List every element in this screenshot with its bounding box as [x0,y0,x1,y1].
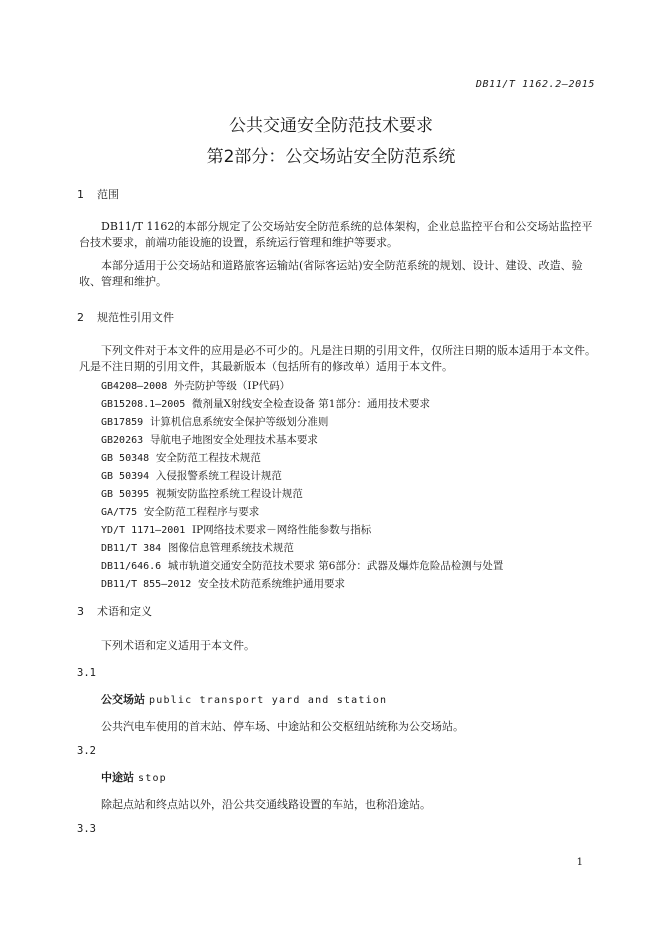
reference-item [101,469,282,484]
reference-code: GB15208.1—2005 [101,399,186,410]
reference-title: IP网络技术要求－网络性能参数与指标 [191,524,372,536]
terms-intro: 下列术语和定义适用于本文件。 [101,639,255,652]
page-number: 1 [576,857,583,868]
reference-item [101,415,328,430]
section-number: 2 [77,311,84,324]
reference-code: DB11/646.6 [101,561,162,572]
term-number: 3.2 [77,745,96,757]
term-chinese: 公交场站 [101,693,145,706]
reference-code: DB11/T 855—2012 [101,579,192,590]
section-heading-2 [77,309,174,325]
reference-item [101,577,345,592]
section-heading-3 [77,603,152,619]
term-chinese: 中途站 [101,771,134,784]
section-title: 术语和定义 [97,605,152,618]
term-number: 3.3 [77,823,96,835]
reference-item [101,433,318,448]
reference-code: GA/T75 [101,507,138,518]
reference-code: YD/T 1171—2001 [101,525,186,536]
reference-code: GB 50394 [101,471,150,482]
reference-item [101,397,430,412]
reference-item [101,487,303,502]
scope-paragraph-1: DB11/T 1162的本部分规定了公交场站安全防范系统的总体架构，企业总监控平台和公交场站监控平台技术要求，前端功能设施的设置，系统运行管理和维护等要求。 [79,220,593,249]
reference-title: 视频安防监控系统工程设计规范 [155,488,303,500]
reference-code: DB11/T 384 [101,543,162,554]
term-entry [101,691,387,707]
reference-item [101,505,259,520]
reference-code: GB 50395 [101,489,150,500]
reference-item [101,559,503,574]
reference-title: 安全技术防范系统维护通用要求 [198,578,345,590]
section-number: 3 [77,605,84,618]
section-heading-1 [77,186,119,202]
reference-title: 外壳防护等级（IP代码） [173,380,291,392]
reference-item [101,379,290,394]
reference-item [101,541,294,556]
reference-code: GB 50348 [101,453,150,464]
section-title: 规范性引用文件 [97,311,174,324]
reference-title: 城市轨道交通安全防范技术要求 第6部分：武器及爆炸危险品检测与处置 [167,560,504,572]
reference-code: GB17859 [101,417,144,428]
term-definition: 除起点站和终点站以外，沿公共交通线路设置的车站，也称沿途站。 [101,798,431,811]
reference-title: 入侵报警系统工程设计规范 [155,470,282,482]
reference-title: 导航电子地图安全处理技术基本要求 [149,434,318,446]
reference-code: GB4208—2008 [101,381,168,392]
term-entry [101,769,167,785]
reference-title: 计算机信息系统安全保护等级划分准则 [149,416,329,428]
term-english: stop [138,773,167,784]
reference-item [101,523,371,538]
reference-title: 图像信息管理系统技术规范 [167,542,294,554]
reference-code: GB20263 [101,435,144,446]
section-title: 范围 [97,188,119,201]
document-subtitle: 第2部分：公交场站安全防范系统 [206,147,456,167]
section-number: 1 [77,188,84,201]
document-title: 公共交通安全防范技术要求 [229,116,433,136]
scope-paragraph-2: 本部分适用于公交场站和道路旅客运输站(省际客运站)安全防范系统的规划、设计、建设、改造、验收、管理和维护。 [79,259,583,288]
reference-title: 安全防范工程技术规范 [155,452,261,464]
term-definition: 公共汽电车使用的首末站、停车场、中途站和公交枢纽站统称为公交场站。 [101,720,464,733]
reference-title: 安全防范工程程序与要求 [143,506,260,518]
references-intro: 下列文件对于本文件的应用是必不可少的。凡是注日期的引用文件，仅所注日期的版本适用于本文件。凡是不注日期的引用文件，其最新版本（包括所有的修改单）适用于本文件。 [79,344,596,373]
term-number: 3.1 [77,667,96,679]
reference-item [101,451,261,466]
term-english: public transport yard and station [149,695,388,706]
reference-title: 微剂量X射线安全检查设备 第1部分：通用技术要求 [191,398,430,410]
standard-code: DB11/T 1162.2—2015 [475,79,595,90]
